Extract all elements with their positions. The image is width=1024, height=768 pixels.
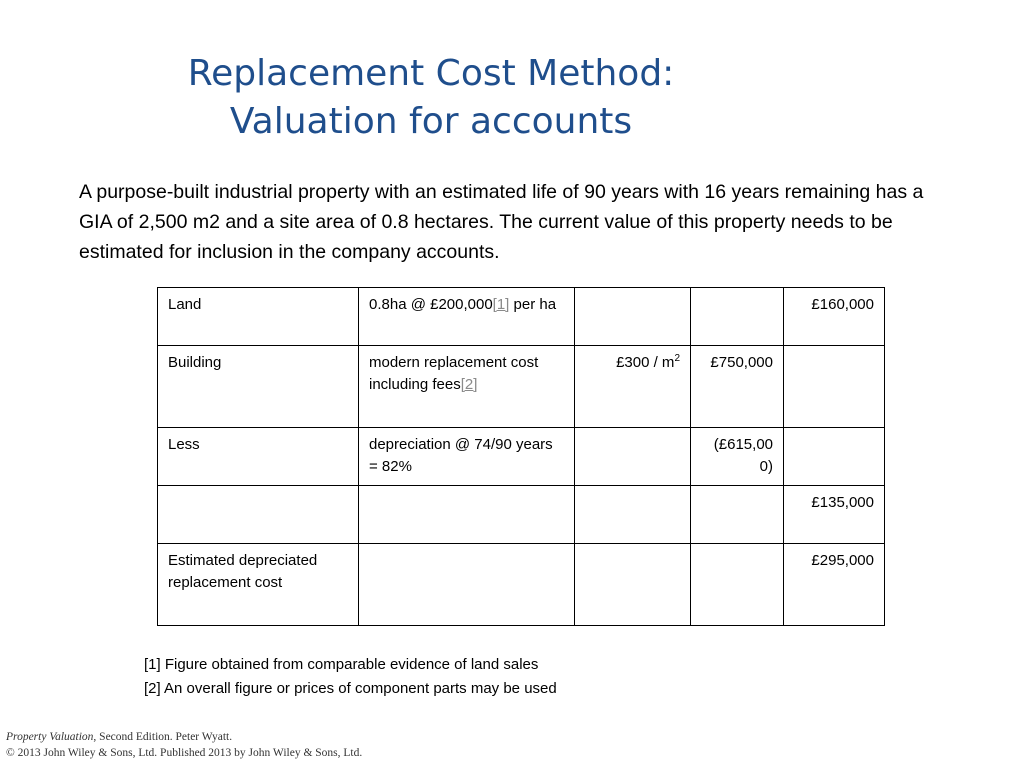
row-total: £160,000 (784, 288, 885, 346)
row-total (784, 346, 885, 428)
row-subtotal (691, 486, 784, 544)
valuation-table (157, 287, 885, 626)
desc-tail: per ha (509, 296, 557, 313)
row-label: Land (158, 288, 359, 346)
row-total (784, 428, 885, 486)
row-total: £135,000 (784, 486, 885, 544)
row-description: depreciation @ 74/90 years = 82% (359, 428, 575, 486)
footnotes (144, 653, 557, 701)
row-label: Less (158, 428, 359, 486)
row-description (359, 544, 575, 626)
credit-line-1 (6, 729, 362, 745)
footnote-1: [1] Figure obtained from comparable evidence of land sales (144, 656, 539, 673)
footnote-ref-1[interactable]: [1] (492, 296, 510, 313)
row-description (359, 346, 575, 428)
footnote-2: [2] An overall figure or prices of component parts may be used (144, 680, 557, 697)
rate-superscript: 2 (674, 353, 680, 364)
row-description (359, 486, 575, 544)
row-label: Estimated depreciated replacement cost (158, 544, 359, 626)
table-row-estimate (158, 544, 885, 626)
publisher-credit (6, 729, 362, 761)
credit-line-2: © 2013 John Wiley & Sons, Ltd. Published 2013 by John Wiley & Sons, Ltd. (6, 747, 363, 759)
row-label: Building (158, 346, 359, 428)
row-subtotal (691, 544, 784, 626)
slide-title (0, 50, 862, 146)
title-line-2: Valuation for accounts (229, 101, 633, 142)
row-subtotal (691, 288, 784, 346)
row-rate (575, 288, 691, 346)
row-total: £295,000 (784, 544, 885, 626)
book-title: Property Valuation (6, 731, 94, 743)
row-rate (575, 428, 691, 486)
title-line-1: Replacement Cost Method: (187, 53, 675, 94)
desc-text: 0.8ha @ £200,000 (369, 296, 493, 313)
table-row-less (158, 428, 885, 486)
row-label (158, 486, 359, 544)
table-row-net (158, 486, 885, 544)
desc-text: modern replacement cost including fees (369, 354, 539, 393)
rate-text: £300 / m (616, 354, 675, 371)
table-row-building (158, 346, 885, 428)
row-rate (575, 544, 691, 626)
row-subtotal: (£615,000) (691, 428, 784, 486)
footnote-ref-2[interactable]: [2] (460, 376, 478, 393)
book-edition: , Second Edition. Peter Wyatt. (93, 731, 233, 743)
row-rate (575, 486, 691, 544)
row-description (359, 288, 575, 346)
intro-paragraph: A purpose-built industrial property with an estimated life of 90 years with 16 years remaining has a GIA of 2,500 m2 and a site area of 0.8 hectares. The current value of this property needs to be estimated for inclusion in the company accounts. (79, 181, 924, 263)
row-rate (575, 346, 691, 428)
row-subtotal: £750,000 (691, 346, 784, 428)
table-row-land (158, 288, 885, 346)
